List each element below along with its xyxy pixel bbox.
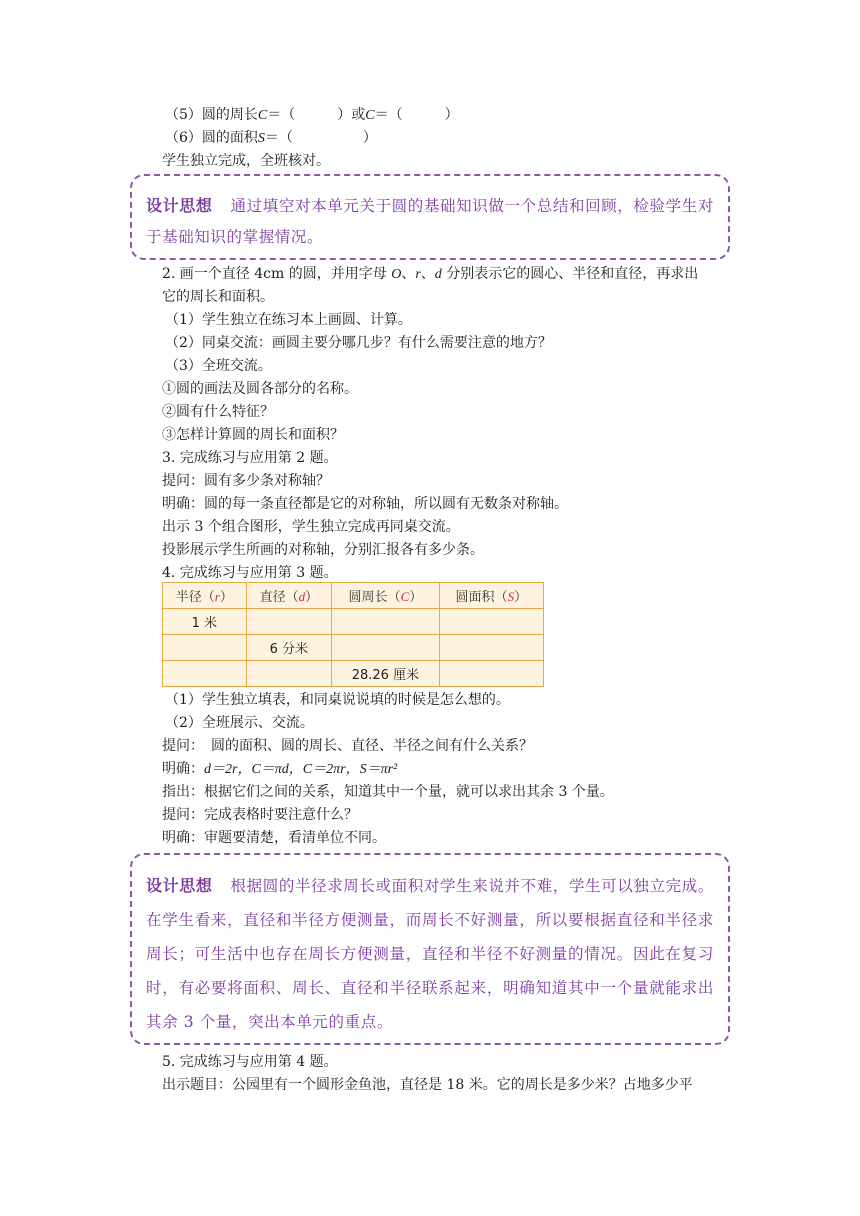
q5-problem: 出示题目：公园里有一个圆形金鱼池，直径是 18 米。它的周长是多少米？占地多少平 bbox=[162, 1077, 693, 1093]
design-idea-content: 通过填空对本单元关于圆的基础知识做一个总结和回顾，检验学生对于基础知识的掌握情况。 bbox=[146, 197, 714, 246]
circle-table bbox=[162, 582, 544, 687]
header-symbol: S bbox=[507, 589, 515, 604]
header-diameter: 直径（d） bbox=[246, 583, 332, 609]
q4-step-1: （1）学生独立填表，和同桌说说填的时候是怎么想的。 bbox=[165, 692, 510, 708]
design-idea-box-2 bbox=[130, 853, 730, 1045]
table-cell: 6 分米 bbox=[246, 635, 332, 661]
symbol-c: C bbox=[257, 108, 268, 123]
table-row bbox=[163, 661, 544, 687]
header-circumference: 圆周长（C） bbox=[332, 583, 439, 609]
table-cell bbox=[163, 661, 247, 687]
header-symbol: C bbox=[400, 589, 410, 604]
table-cell bbox=[439, 609, 543, 635]
table-cell bbox=[439, 635, 543, 661]
table-cell: 1 米 bbox=[163, 609, 247, 635]
symbol-c: C bbox=[365, 108, 375, 123]
q3-ask: 提问：圆有多少条对称轴？ bbox=[162, 473, 330, 489]
symbol-d: d bbox=[434, 267, 442, 282]
formulas: d＝2r，C＝πd，C＝2πr，S＝πr² bbox=[204, 762, 398, 777]
header-text: 直径 bbox=[259, 590, 286, 605]
sep: 、 bbox=[420, 266, 435, 282]
students-complete: 学生独立完成，全班核对。 bbox=[162, 153, 330, 169]
sep: 、 bbox=[401, 266, 416, 282]
table-cell: 28.26 厘米 bbox=[332, 661, 439, 687]
q2-circle-2: ②圆有什么特征？ bbox=[162, 404, 274, 420]
blank-1: ＝（ ）或 bbox=[267, 107, 366, 123]
design-idea-content: 根据圆的半径求周长或面积对学生来说并不难，学生可以独立完成。在学生看来，直径和半径方便测量，而周长不好测量，所以要根据直径和半径求周长；可生活中也存在周长方便测量，直径和半径不好测量的情况。因此在复习时，有必要将面积、周长、直径和半径联系起来，明确知道其中一个量就能求出其余 3 个量，突出本单元的重点。 bbox=[146, 877, 714, 1031]
design-idea-label: 设计思想 bbox=[146, 196, 213, 215]
header-text: 圆周长 bbox=[348, 590, 388, 605]
q3-clarify: 明确：圆的每一条直径都是它的对称轴，所以圆有无数条对称轴。 bbox=[162, 496, 568, 512]
q2-step-3: （3）全班交流。 bbox=[165, 358, 272, 374]
table-cell bbox=[246, 661, 332, 687]
question-2-line-2: 它的周长和面积。 bbox=[162, 289, 274, 305]
q3-project: 投影展示学生所画的对称轴，分别汇报各有多少条。 bbox=[162, 542, 484, 558]
q2-text-a: 2. 画一个直径 4cm 的圆，并用字母 bbox=[162, 266, 387, 282]
header-symbol: d bbox=[298, 589, 306, 604]
symbol-r: r bbox=[415, 267, 421, 282]
q4-ask-2: 提问：完成表格时要注意什么？ bbox=[162, 807, 358, 823]
table-header-row bbox=[163, 583, 544, 609]
table-cell bbox=[439, 661, 543, 687]
table-cell bbox=[332, 609, 439, 635]
q3-show: 出示 3 个组合图形，学生独立完成再同桌交流。 bbox=[162, 519, 460, 535]
question-2-line-1 bbox=[162, 264, 698, 285]
symbol-s: S bbox=[257, 131, 265, 146]
header-radius: 半径（r） bbox=[163, 583, 247, 609]
question-3-title: 3. 完成练习与应用第 2 题。 bbox=[162, 450, 338, 466]
table-cell bbox=[332, 635, 439, 661]
clarify-label: 明确： bbox=[162, 761, 204, 777]
table-cell bbox=[163, 635, 247, 661]
symbol-o: O bbox=[391, 267, 402, 282]
design-idea-label: 设计思想 bbox=[146, 876, 213, 895]
design-idea-box-1 bbox=[130, 174, 730, 260]
item-5-circumference bbox=[165, 105, 459, 126]
item-6-area bbox=[165, 128, 377, 149]
header-area: 圆面积（S） bbox=[439, 583, 543, 609]
table-row bbox=[163, 635, 544, 661]
question-5-title: 5. 完成练习与应用第 4 题。 bbox=[162, 1054, 338, 1070]
q4-ask-1: 提问： 圆的面积、圆的周长、直径、半径之间有什么关系？ bbox=[162, 738, 533, 754]
design-idea-text bbox=[146, 869, 714, 1039]
q4-clarify-2: 明确：审题要清楚，看清单位不同。 bbox=[162, 830, 386, 846]
blank-2: ＝（ ） bbox=[374, 107, 459, 123]
blank-3: ＝（ ） bbox=[264, 130, 377, 146]
item-5-label: （5）圆的周长 bbox=[165, 107, 258, 123]
q2-circle-1: ①圆的画法及圆各部分的名称。 bbox=[162, 381, 358, 397]
item-6-label: （6）圆的面积 bbox=[165, 130, 258, 146]
table-cell bbox=[246, 609, 332, 635]
q4-step-2: （2）全班展示、交流。 bbox=[165, 715, 314, 731]
q2-circle-3: ③怎样计算圆的周长和面积？ bbox=[162, 427, 344, 443]
q4-point: 指出：根据它们之间的关系，知道其中一个量，就可以求出其余 3 个量。 bbox=[162, 784, 614, 800]
header-text: 半径 bbox=[175, 590, 202, 605]
q2-step-2: （2）同桌交流：画圆主要分哪几步？有什么需要注意的地方？ bbox=[165, 335, 552, 351]
header-text: 圆面积 bbox=[455, 590, 495, 605]
question-4-title: 4. 完成练习与应用第 3 题。 bbox=[162, 565, 338, 581]
q4-clarify-formulas bbox=[162, 759, 397, 780]
design-idea-text bbox=[146, 190, 714, 253]
q2-text-b: 分别表示它的圆心、半径和直径，再求出 bbox=[446, 266, 699, 282]
q2-step-1: （1）学生独立在练习本上画圆、计算。 bbox=[165, 312, 412, 328]
header-symbol: r bbox=[214, 589, 220, 604]
table-row bbox=[163, 609, 544, 635]
